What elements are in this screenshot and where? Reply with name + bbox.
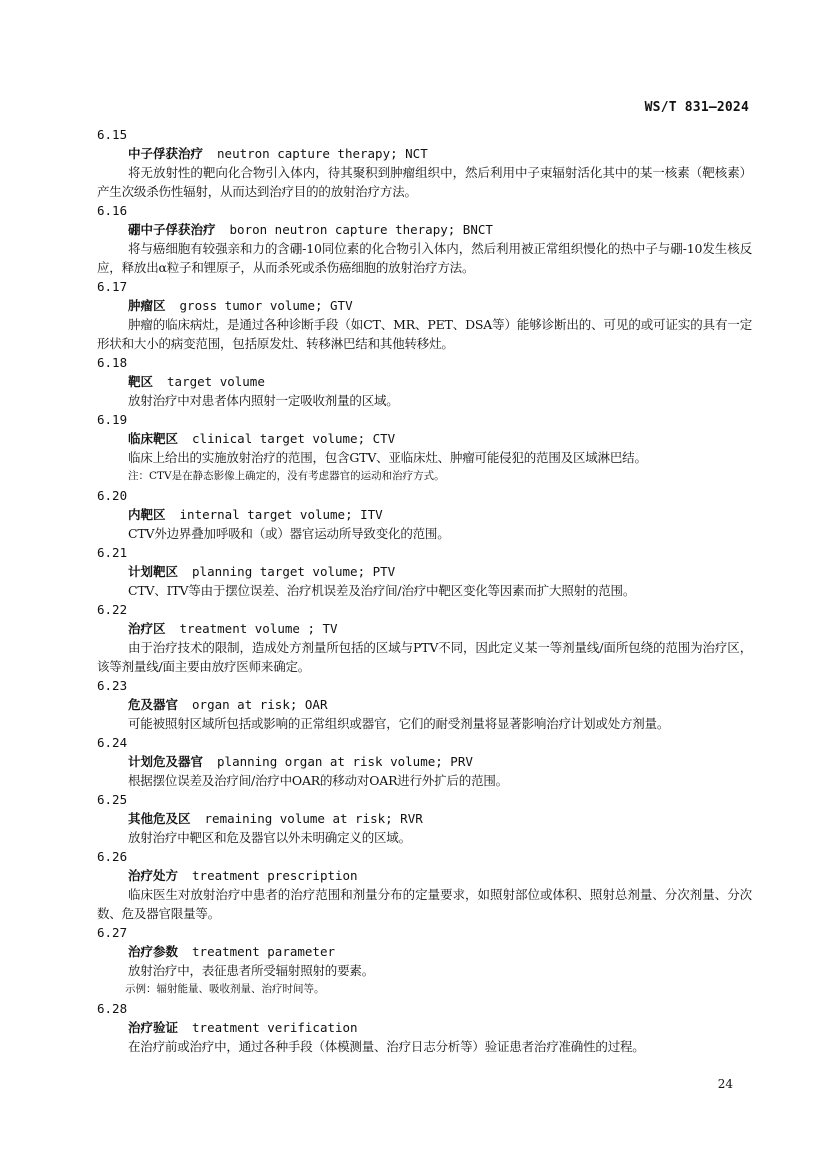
term-heading xyxy=(128,942,752,961)
clause-number: 6.23 xyxy=(97,678,128,693)
term-chinese: 治疗参数 xyxy=(128,944,179,959)
clause-number: 6.25 xyxy=(97,792,128,807)
term-entry-6-26 xyxy=(97,847,752,923)
term-heading xyxy=(128,562,752,581)
term-english: boron neutron capture therapy; BNCT xyxy=(229,222,493,237)
term-definition: CTV外边界叠加呼吸和（或）器官运动所导致变化的范围。 xyxy=(128,526,450,541)
term-chinese: 中子俘获治疗 xyxy=(128,146,204,161)
page-number: 24 xyxy=(717,1077,733,1091)
term-heading xyxy=(128,505,752,524)
term-heading xyxy=(128,695,752,714)
term-chinese: 危及器官 xyxy=(128,697,179,712)
term-english: treatment prescription xyxy=(192,868,358,883)
term-entry-6-23 xyxy=(97,676,752,733)
clause-number: 6.16 xyxy=(97,203,128,218)
term-english: clinical target volume; CTV xyxy=(192,431,396,446)
term-heading xyxy=(128,809,752,828)
term-heading xyxy=(128,1018,752,1037)
term-chinese: 靶区 xyxy=(128,374,154,389)
term-example: 示例：辐射能量、吸收剂量、治疗时间等。 xyxy=(125,983,325,995)
term-heading xyxy=(128,220,752,239)
term-heading xyxy=(128,619,752,638)
term-english: remaining volume at risk; RVR xyxy=(204,811,423,826)
term-chinese: 其他危及区 xyxy=(128,811,191,826)
clause-number: 6.15 xyxy=(97,127,128,142)
term-entry-6-20 xyxy=(97,486,752,543)
term-definition: CTV、ITV等由于摆位误差、治疗机误差及治疗间/治疗中靶区变化等因素而扩大照射的范围。 xyxy=(128,583,636,598)
term-definition: 由于治疗技术的限制，造成处方剂量所包括的区域与PTV不同，因此定义某一等剂量线/面所包绕的范围为治疗区，该等剂量线/面主要由放疗医师来确定。 xyxy=(97,640,752,674)
clause-number: 6.20 xyxy=(97,488,128,503)
term-english: planning organ at risk volume; PRV xyxy=(217,754,473,769)
term-heading xyxy=(128,752,752,771)
term-definition: 放射治疗中靶区和危及器官以外未明确定义的区域。 xyxy=(128,830,411,845)
term-entry-6-25 xyxy=(97,790,752,847)
terms-list xyxy=(97,125,752,1056)
clause-number: 6.24 xyxy=(97,735,128,750)
term-chinese: 治疗处方 xyxy=(128,868,179,883)
term-entry-6-16 xyxy=(97,201,752,277)
term-english: target volume xyxy=(167,374,265,389)
term-entry-6-27 xyxy=(97,923,752,999)
term-english: internal target volume; ITV xyxy=(179,507,383,522)
term-definition: 临床医生对放射治疗中患者的治疗范围和剂量分布的定量要求，如照射部位或体积、照射总剂量、分次剂量、分次数、危及器官限量等。 xyxy=(97,887,752,921)
term-heading xyxy=(128,296,752,315)
term-entry-6-18 xyxy=(97,353,752,410)
term-entry-6-17 xyxy=(97,277,752,353)
term-definition: 将无放射性的靶向化合物引入体内，待其聚积到肿瘤组织中，然后利用中子束辐射活化其中的某一核素（靶核素）产生次级杀伤性辐射，从而达到治疗目的的放射治疗方法。 xyxy=(97,165,752,199)
term-definition: 将与癌细胞有较强亲和力的含硼-10同位素的化合物引入体内，然后利用被正常组织慢化的热中子与硼-10发生核反应，释放出α粒子和锂原子，从而杀死或杀伤癌细胞的放射治疗方法。 xyxy=(97,241,752,275)
clause-number: 6.27 xyxy=(97,925,128,940)
clause-number: 6.19 xyxy=(97,412,128,427)
term-english: gross tumor volume; GTV xyxy=(179,298,353,313)
term-entry-6-28 xyxy=(97,999,752,1056)
term-chinese: 内靶区 xyxy=(128,507,166,522)
term-entry-6-22 xyxy=(97,600,752,676)
standard-code: WS/T 831—2024 xyxy=(644,100,749,115)
term-entry-6-15 xyxy=(97,125,752,201)
clause-number: 6.28 xyxy=(97,1001,128,1016)
term-english: planning target volume; PTV xyxy=(192,564,396,579)
term-heading xyxy=(128,866,752,885)
term-chinese: 治疗区 xyxy=(128,621,166,636)
clause-number: 6.21 xyxy=(97,545,128,560)
term-note: 注：CTV是在静态影像上确定的，没有考虑器官的运动和治疗方式。 xyxy=(128,470,445,482)
term-definition: 可能被照射区域所包括或影响的正常组织或器官，它们的耐受剂量将显著影响治疗计划或处方剂量。 xyxy=(128,716,670,731)
term-heading xyxy=(128,372,752,391)
term-english: treatment verification xyxy=(192,1020,358,1035)
term-definition: 在治疗前或治疗中，通过各种手段（体模测量、治疗日志分析等）验证患者治疗准确性的过程。 xyxy=(128,1039,645,1054)
term-heading xyxy=(128,429,752,448)
term-chinese: 硼中子俘获治疗 xyxy=(128,222,216,237)
term-english: organ at risk; OAR xyxy=(192,697,328,712)
term-heading xyxy=(128,144,752,163)
term-english: treatment volume ; TV xyxy=(179,621,338,636)
term-entry-6-21 xyxy=(97,543,752,600)
clause-number: 6.26 xyxy=(97,849,128,864)
term-definition: 根据摆位误差及治疗间/治疗中OAR的移动对OAR进行外扩后的范围。 xyxy=(128,773,508,788)
term-definition: 肿瘤的临床病灶，是通过各种诊断手段（如CT、MR、PET、DSA等）能够诊断出的、可见的或可证实的具有一定形状和大小的病变范围，包括原发灶、转移淋巴结和其他转移灶。 xyxy=(97,317,752,351)
term-chinese: 计划危及器官 xyxy=(128,754,204,769)
term-chinese: 计划靶区 xyxy=(128,564,179,579)
clause-number: 6.22 xyxy=(97,602,128,617)
term-english: treatment parameter xyxy=(192,944,336,959)
term-definition: 临床上给出的实施放射治疗的范围，包含GTV、亚临床灶、肿瘤可能侵犯的范围及区域淋巴结。 xyxy=(128,450,647,465)
term-definition: 放射治疗中对患者体内照射一定吸收剂量的区域。 xyxy=(128,393,399,408)
term-entry-6-24 xyxy=(97,733,752,790)
clause-number: 6.18 xyxy=(97,355,128,370)
term-chinese: 治疗验证 xyxy=(128,1020,179,1035)
term-definition: 放射治疗中，表征患者所受辐射照射的要素。 xyxy=(128,963,375,978)
term-chinese: 临床靶区 xyxy=(128,431,179,446)
term-entry-6-19 xyxy=(97,410,752,486)
term-english: neutron capture therapy; NCT xyxy=(217,146,428,161)
term-chinese: 肿瘤区 xyxy=(128,298,166,313)
clause-number: 6.17 xyxy=(97,279,128,294)
